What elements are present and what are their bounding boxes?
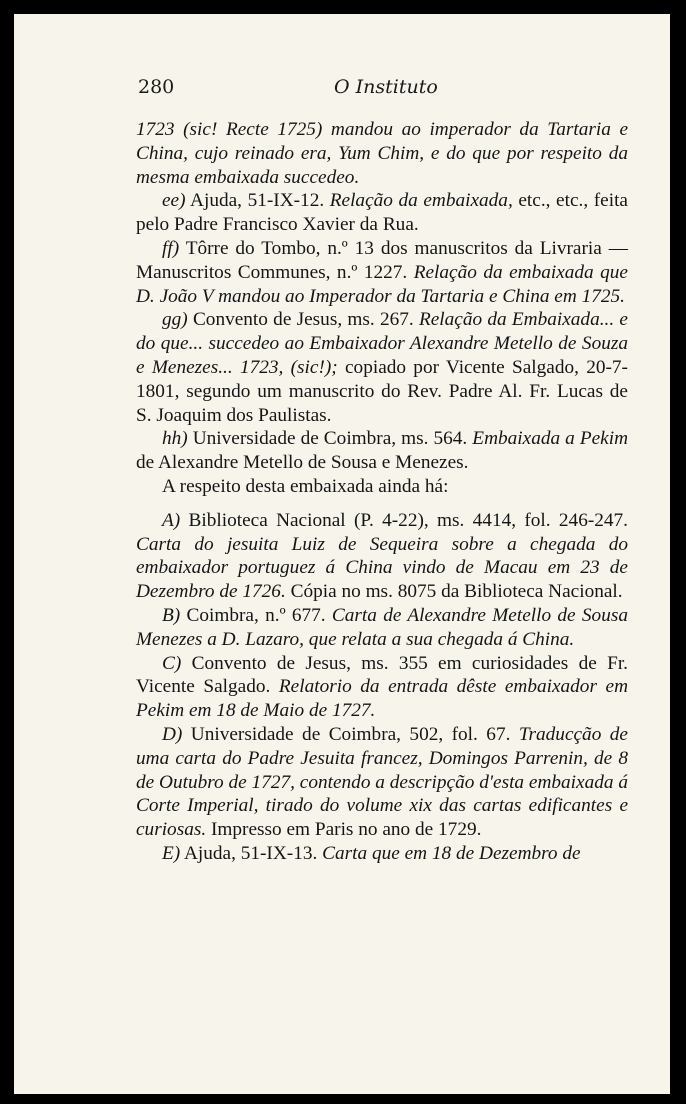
paragraph (136, 308, 628, 427)
paragraph (136, 604, 628, 652)
text: Impresso em Paris no ano de 1729. (206, 819, 482, 841)
text: Convento de Jesus, ms. 267. (187, 309, 419, 331)
page-body (136, 118, 628, 866)
text: Cópia no ms. 8075 da Biblioteca Nacional. (285, 581, 623, 603)
italic-text: C) (162, 652, 182, 674)
italic-text: E) (162, 842, 181, 864)
paragraph (136, 189, 628, 237)
italic-text: A) (162, 509, 181, 531)
text: Universidade de Coimbra, ms. 564. (187, 428, 473, 450)
paragraph (136, 842, 628, 866)
text: Coimbra, n.º 677. (180, 604, 332, 626)
text: Biblioteca Nacional (P. 4-22), ms. 4414, fol. 246-247. (180, 509, 628, 531)
text: etc., etc., feita pelo Padre Francisco Xavier da Rua. (136, 190, 628, 236)
italic-text: Traducção de uma carta do Padre Jesuita francez, Domingos Parrenin, de 8 de Outubro de 1727, contendo a descripção d'esta embaixada á Corte Imperial, tirado do volume xix das cartas edificantes e curiosas. (136, 723, 628, 841)
text: Convento de Jesus, ms. 355 em curiosidades de Fr. Vicente Salgado. (136, 652, 628, 698)
paragraph (136, 427, 628, 475)
text: Tôrre do Tombo, n.º 13 dos manuscritos da Livraria — Manuscritos Communes, n.º 1227. (136, 237, 628, 283)
text: copiado por Vicente Salgado, 20-7-1801, segundo um manuscrito do Rev. Padre Al. Fr. Lucas de S. Joaquim dos Paulistas. (136, 356, 628, 426)
italic-text: hh) (162, 428, 188, 450)
paragraph (136, 237, 628, 308)
italic-text: Relação da Embaixada... e do que... succedeo ao Embaixador Alexandre Metello de Souza e Menezes... 1723, (sic!); (136, 309, 628, 378)
running-title: O Instituto (334, 76, 438, 98)
text: A respeito desta embaixada ainda há: (162, 475, 449, 497)
text: Ajuda, 51-IX-13. (180, 842, 323, 864)
text: de Alexandre Metello de Sousa e Menezes. (136, 452, 469, 474)
italic-text: Relação da embaixada que D. João V mandou ao Imperador da Tartaria e China em 1725. (136, 261, 628, 307)
italic-text: Carta do jesuita Luiz de Sequeira sobre a chegada do embaixador portuguez á China vindo de Macau em 23 de Dezembro de 1726. (136, 533, 628, 603)
italic-text: B) (162, 604, 181, 626)
paragraph (136, 118, 628, 189)
italic-text: Embaixada a Pekim (472, 428, 629, 450)
italic-text: gg) (162, 309, 188, 331)
italic-text: D) (162, 723, 183, 745)
paragraph (136, 652, 628, 723)
text: Ajuda, 51-IX-12. (185, 190, 330, 212)
italic-text: Carta de Alexandre Metello de Sousa Menezes a D. Lazaro, que relata a sua chegada á China. (136, 604, 628, 650)
italic-text: Relação da embaixada, (329, 190, 513, 212)
book-page (14, 14, 670, 1094)
paragraph (136, 475, 628, 499)
italic-text: ff) (162, 237, 180, 259)
page-number: 280 (138, 76, 175, 98)
paragraph (136, 723, 628, 842)
paragraph (136, 509, 628, 604)
italic-text: 1723 (sic! Recte 1725) mandou ao imperador da Tartaria e China, cujo reinado era, Yum Chim, e do que por respeito da mesma embaixada succedeo. (136, 119, 628, 188)
italic-text: ee) (162, 190, 186, 212)
text: Universidade de Coimbra, 502, fol. 67. (182, 723, 519, 745)
italic-text: Relatorio da entrada dêste embaixador em Pekim em 18 de Maio de 1727. (136, 676, 629, 722)
page-header (138, 76, 628, 106)
italic-text: Carta que em 18 de Dezembro de (322, 842, 581, 864)
